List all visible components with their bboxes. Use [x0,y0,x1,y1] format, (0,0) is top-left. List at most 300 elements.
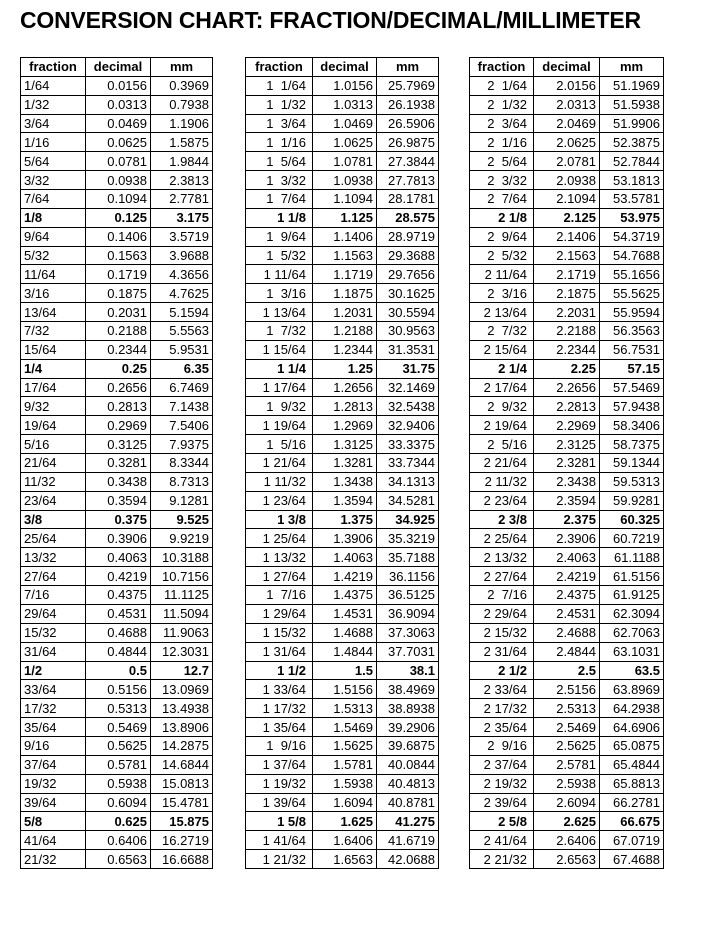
table-row [470,95,664,114]
fraction-cell: 2 15/32 [470,623,534,642]
fraction-cell: 1 9/32 [246,397,313,416]
fraction-cell: 2 19/32 [470,774,534,793]
decimal-cell: 1.6563 [313,850,377,869]
table-row [470,850,664,869]
decimal-cell: 2.0469 [534,114,600,133]
mm-cell: 52.3875 [600,133,664,152]
table-row [470,812,664,831]
mm-cell: 38.4969 [377,680,439,699]
mm-cell: 41.275 [377,812,439,831]
table-row [21,661,213,680]
table-row [246,510,439,529]
conversion-table-2-to-3 [469,57,664,869]
mm-cell: 26.9875 [377,133,439,152]
mm-cell: 28.1781 [377,190,439,209]
table-row [470,303,664,322]
fraction-cell: 17/64 [21,378,86,397]
table-row [21,359,213,378]
mm-cell: 15.4781 [151,793,213,812]
decimal-cell: 2.125 [534,208,600,227]
fraction-cell: 31/64 [21,642,86,661]
mm-cell: 54.3719 [600,227,664,246]
fraction-cell: 1 21/32 [246,850,313,869]
table-row [21,567,213,586]
decimal-cell: 0.1563 [86,246,151,265]
table-row [246,208,439,227]
mm-cell: 37.7031 [377,642,439,661]
mm-cell: 40.8781 [377,793,439,812]
fraction-cell: 5/32 [21,246,86,265]
decimal-cell: 0.2813 [86,397,151,416]
decimal-cell: 1.0313 [313,95,377,114]
fraction-cell: 2 39/64 [470,793,534,812]
table-row [246,359,439,378]
mm-cell: 2.3813 [151,171,213,190]
decimal-cell: 0.1719 [86,265,151,284]
decimal-cell: 2.1094 [534,190,600,209]
mm-cell: 33.7344 [377,454,439,473]
mm-cell: 5.1594 [151,303,213,322]
mm-cell: 61.1188 [600,548,664,567]
mm-cell: 36.9094 [377,604,439,623]
table-row [470,736,664,755]
decimal-cell: 1.2969 [313,416,377,435]
header-fraction: fraction [21,58,86,77]
mm-cell: 7.5406 [151,416,213,435]
mm-cell: 53.5781 [600,190,664,209]
decimal-cell: 2.4531 [534,604,600,623]
table-row [246,567,439,586]
fraction-cell: 1/64 [21,76,86,95]
mm-cell: 53.1813 [600,171,664,190]
fraction-cell: 2 21/32 [470,850,534,869]
table-row [246,416,439,435]
mm-cell: 10.3188 [151,548,213,567]
decimal-cell: 1.1563 [313,246,377,265]
decimal-cell: 1.4063 [313,548,377,567]
table-row [246,76,439,95]
mm-cell: 30.5594 [377,303,439,322]
decimal-cell: 2.25 [534,359,600,378]
fraction-cell: 1 7/16 [246,586,313,605]
fraction-cell: 1 1/8 [246,208,313,227]
mm-cell: 26.5906 [377,114,439,133]
mm-cell: 65.0875 [600,736,664,755]
table-row [246,604,439,623]
table-row [21,416,213,435]
mm-cell: 38.1 [377,661,439,680]
mm-cell: 37.3063 [377,623,439,642]
decimal-cell: 1.1094 [313,190,377,209]
fraction-cell: 23/64 [21,491,86,510]
fraction-cell: 1 11/64 [246,265,313,284]
fraction-cell: 17/32 [21,699,86,718]
fraction-cell: 11/64 [21,265,86,284]
table-row [246,548,439,567]
fraction-cell: 1 3/64 [246,114,313,133]
fraction-cell: 1 5/32 [246,246,313,265]
mm-cell: 63.1031 [600,642,664,661]
fraction-cell: 1 1/4 [246,359,313,378]
mm-cell: 28.9719 [377,227,439,246]
decimal-cell: 0.1094 [86,190,151,209]
table-row [470,510,664,529]
mm-cell: 27.3844 [377,152,439,171]
fraction-cell: 1 17/32 [246,699,313,718]
mm-cell: 8.7313 [151,472,213,491]
decimal-cell: 2.5313 [534,699,600,718]
mm-cell: 13.0969 [151,680,213,699]
decimal-cell: 0.2656 [86,378,151,397]
fraction-cell: 7/16 [21,586,86,605]
decimal-cell: 2.3438 [534,472,600,491]
table-row [21,265,213,284]
decimal-cell: 2.5625 [534,736,600,755]
mm-cell: 13.4938 [151,699,213,718]
fraction-cell: 35/64 [21,718,86,737]
mm-cell: 61.5156 [600,567,664,586]
decimal-cell: 0.4219 [86,567,151,586]
mm-cell: 60.325 [600,510,664,529]
fraction-cell: 39/64 [21,793,86,812]
decimal-cell: 2.5781 [534,755,600,774]
decimal-cell: 0.125 [86,208,151,227]
mm-cell: 9.1281 [151,491,213,510]
decimal-cell: 1.2813 [313,397,377,416]
decimal-cell: 2.4375 [534,586,600,605]
table-row [246,227,439,246]
fraction-cell: 2 27/64 [470,567,534,586]
header-mm: mm [151,58,213,77]
fraction-cell: 21/64 [21,454,86,473]
fraction-cell: 2 9/32 [470,397,534,416]
decimal-cell: 1.6094 [313,793,377,812]
decimal-cell: 1.3594 [313,491,377,510]
table-row [246,322,439,341]
table-row [21,812,213,831]
mm-cell: 62.3094 [600,604,664,623]
table-row [21,190,213,209]
fraction-cell: 2 1/2 [470,661,534,680]
mm-cell: 52.7844 [600,152,664,171]
decimal-cell: 2.3906 [534,529,600,548]
table-row [470,397,664,416]
decimal-cell: 0.375 [86,510,151,529]
decimal-cell: 1.25 [313,359,377,378]
mm-cell: 34.5281 [377,491,439,510]
table-row [246,95,439,114]
mm-cell: 56.3563 [600,322,664,341]
table-row [21,623,213,642]
table-row [246,284,439,303]
fraction-cell: 1 1/32 [246,95,313,114]
mm-cell: 30.9563 [377,322,439,341]
decimal-cell: 0.5156 [86,680,151,699]
mm-cell: 3.175 [151,208,213,227]
mm-cell: 39.6875 [377,736,439,755]
fraction-cell: 15/64 [21,340,86,359]
fraction-cell: 2 5/64 [470,152,534,171]
fraction-cell: 2 17/32 [470,699,534,718]
decimal-cell: 1.4844 [313,642,377,661]
fraction-cell: 19/64 [21,416,86,435]
table-row [21,322,213,341]
table-row [246,736,439,755]
fraction-cell: 2 7/32 [470,322,534,341]
header-mm: mm [377,58,439,77]
decimal-cell: 2.6406 [534,831,600,850]
decimal-cell: 0.25 [86,359,151,378]
decimal-cell: 0.1406 [86,227,151,246]
mm-cell: 2.7781 [151,190,213,209]
mm-cell: 0.7938 [151,95,213,114]
table-row [470,548,664,567]
decimal-cell: 0.0625 [86,133,151,152]
decimal-cell: 2.2813 [534,397,600,416]
table-row [21,454,213,473]
table-row [246,435,439,454]
table-row [21,604,213,623]
mm-cell: 36.5125 [377,586,439,605]
fraction-cell: 2 23/64 [470,491,534,510]
table-row [21,699,213,718]
mm-cell: 34.925 [377,510,439,529]
decimal-cell: 2.3594 [534,491,600,510]
decimal-cell: 1.5781 [313,755,377,774]
decimal-cell: 0.625 [86,812,151,831]
table-row [470,76,664,95]
fraction-cell: 25/64 [21,529,86,548]
fraction-cell: 2 29/64 [470,604,534,623]
mm-cell: 14.6844 [151,755,213,774]
mm-cell: 33.3375 [377,435,439,454]
fraction-cell: 2 1/64 [470,76,534,95]
table-row [21,793,213,812]
mm-cell: 12.7 [151,661,213,680]
fraction-cell: 9/16 [21,736,86,755]
mm-cell: 40.0844 [377,755,439,774]
table-row [246,171,439,190]
mm-cell: 53.975 [600,208,664,227]
mm-cell: 62.7063 [600,623,664,642]
table-row [470,718,664,737]
table-row [470,661,664,680]
table-row [21,378,213,397]
conversion-table-0-to-1 [20,57,213,869]
table-row [470,435,664,454]
decimal-cell: 2.4688 [534,623,600,642]
fraction-cell: 1 15/32 [246,623,313,642]
fraction-cell: 1 9/64 [246,227,313,246]
fraction-cell: 1 3/8 [246,510,313,529]
decimal-cell: 2.2969 [534,416,600,435]
fraction-cell: 2 7/16 [470,586,534,605]
decimal-cell: 1.3281 [313,454,377,473]
mm-cell: 57.9438 [600,397,664,416]
decimal-cell: 1.625 [313,812,377,831]
mm-cell: 3.9688 [151,246,213,265]
mm-cell: 30.1625 [377,284,439,303]
decimal-cell: 1.0781 [313,152,377,171]
decimal-cell: 0.4375 [86,586,151,605]
table-row [246,378,439,397]
decimal-cell: 0.0781 [86,152,151,171]
mm-cell: 13.8906 [151,718,213,737]
table-row [21,208,213,227]
table-row [246,152,439,171]
fraction-cell: 2 1/16 [470,133,534,152]
mm-cell: 64.2938 [600,699,664,718]
mm-cell: 41.6719 [377,831,439,850]
fraction-cell: 9/64 [21,227,86,246]
fraction-cell: 3/64 [21,114,86,133]
table-row [246,491,439,510]
fraction-cell: 2 37/64 [470,755,534,774]
fraction-cell: 1 5/16 [246,435,313,454]
fraction-cell: 1 21/64 [246,454,313,473]
table-row [470,359,664,378]
mm-cell: 16.2719 [151,831,213,850]
fraction-cell: 27/64 [21,567,86,586]
decimal-cell: 0.2031 [86,303,151,322]
table-row [21,95,213,114]
table-row [21,303,213,322]
mm-cell: 28.575 [377,208,439,227]
table-row [470,642,664,661]
mm-cell: 34.1313 [377,472,439,491]
fraction-cell: 1 27/64 [246,567,313,586]
decimal-cell: 1.125 [313,208,377,227]
table-row [470,699,664,718]
decimal-cell: 0.2344 [86,340,151,359]
mm-cell: 7.1438 [151,397,213,416]
decimal-cell: 1.5469 [313,718,377,737]
table-row [21,510,213,529]
fraction-cell: 7/32 [21,322,86,341]
decimal-cell: 0.3438 [86,472,151,491]
table-row [246,812,439,831]
table-row [246,133,439,152]
decimal-cell: 2.1719 [534,265,600,284]
mm-cell: 6.7469 [151,378,213,397]
decimal-cell: 0.4844 [86,642,151,661]
decimal-cell: 2.375 [534,510,600,529]
fraction-cell: 1 33/64 [246,680,313,699]
fraction-cell: 1 3/32 [246,171,313,190]
fraction-cell: 2 13/32 [470,548,534,567]
mm-cell: 51.9906 [600,114,664,133]
mm-cell: 35.3219 [377,529,439,548]
table-row [21,718,213,737]
fraction-cell: 2 15/64 [470,340,534,359]
fraction-cell: 1/8 [21,208,86,227]
fraction-cell: 2 11/64 [470,265,534,284]
fraction-cell: 5/16 [21,435,86,454]
header-fraction: fraction [470,58,534,77]
fraction-cell: 1 1/2 [246,661,313,680]
mm-cell: 14.2875 [151,736,213,755]
table-header-row [21,58,213,77]
header-decimal: decimal [86,58,151,77]
table-row [21,680,213,699]
table-row [470,567,664,586]
fraction-cell: 41/64 [21,831,86,850]
fraction-cell: 2 17/64 [470,378,534,397]
decimal-cell: 0.5781 [86,755,151,774]
mm-cell: 56.7531 [600,340,664,359]
decimal-cell: 1.5625 [313,736,377,755]
fraction-cell: 2 3/8 [470,510,534,529]
table-row [21,642,213,661]
decimal-cell: 2.2031 [534,303,600,322]
mm-cell: 31.3531 [377,340,439,359]
mm-cell: 7.9375 [151,435,213,454]
table-row [21,76,213,95]
decimal-cell: 0.5313 [86,699,151,718]
decimal-cell: 1.375 [313,510,377,529]
decimal-cell: 0.2188 [86,322,151,341]
fraction-cell: 1 29/64 [246,604,313,623]
mm-cell: 32.9406 [377,416,439,435]
decimal-cell: 1.2031 [313,303,377,322]
table-row [470,774,664,793]
decimal-cell: 2.625 [534,812,600,831]
mm-cell: 5.5563 [151,322,213,341]
mm-cell: 65.8813 [600,774,664,793]
fraction-cell: 1 31/64 [246,642,313,661]
fraction-cell: 1 7/32 [246,322,313,341]
fraction-cell: 2 3/32 [470,171,534,190]
mm-cell: 29.7656 [377,265,439,284]
fraction-cell: 1 39/64 [246,793,313,812]
decimal-cell: 0.6563 [86,850,151,869]
fraction-cell: 2 1/4 [470,359,534,378]
mm-cell: 15.875 [151,812,213,831]
fraction-cell: 1 9/16 [246,736,313,755]
fraction-cell: 1 1/16 [246,133,313,152]
fraction-cell: 37/64 [21,755,86,774]
table-row [470,322,664,341]
table-row [246,472,439,491]
table-row [246,774,439,793]
fraction-cell: 2 11/32 [470,472,534,491]
table-row [246,114,439,133]
table-row [246,397,439,416]
table-row [470,340,664,359]
fraction-cell: 2 31/64 [470,642,534,661]
fraction-cell: 2 3/64 [470,114,534,133]
decimal-cell: 1.0938 [313,171,377,190]
table-row [21,586,213,605]
mm-cell: 63.5 [600,661,664,680]
mm-cell: 29.3688 [377,246,439,265]
decimal-cell: 0.5938 [86,774,151,793]
decimal-cell: 2.5469 [534,718,600,737]
decimal-cell: 1.4688 [313,623,377,642]
mm-cell: 66.2781 [600,793,664,812]
fraction-cell: 2 5/16 [470,435,534,454]
mm-cell: 5.9531 [151,340,213,359]
fraction-cell: 15/32 [21,623,86,642]
decimal-cell: 0.5469 [86,718,151,737]
decimal-cell: 2.1875 [534,284,600,303]
fraction-cell: 1/2 [21,661,86,680]
mm-cell: 58.7375 [600,435,664,454]
table-row [21,548,213,567]
decimal-cell: 2.0938 [534,171,600,190]
fraction-cell: 2 7/64 [470,190,534,209]
fraction-cell: 5/8 [21,812,86,831]
